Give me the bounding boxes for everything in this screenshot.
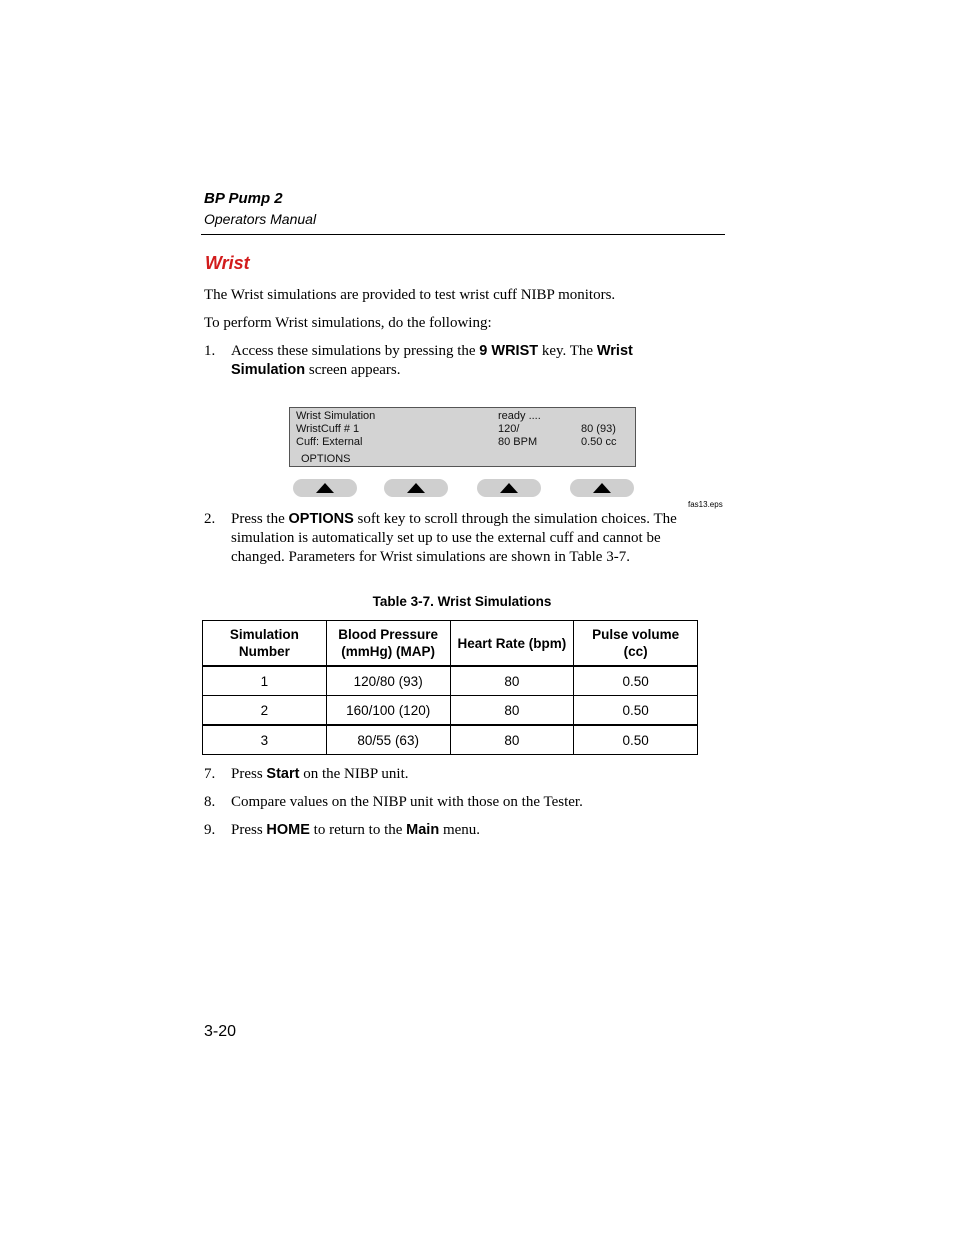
table-cell: 2 [203, 696, 327, 726]
softkey-4-button[interactable] [570, 479, 634, 497]
table-cell: 0.50 [574, 725, 698, 755]
column-header: Pulse volume (cc) [574, 621, 698, 667]
column-header: Simulation Number [203, 621, 327, 667]
wrist-simulations-table [202, 620, 698, 755]
table-cell: 160/100 (120) [326, 696, 450, 726]
lcd-cuff-number: WristCuff # 1 [296, 423, 360, 435]
manual-title: BP Pump 2 [204, 190, 283, 207]
lcd-pulse-volume: 0.50 cc [581, 436, 617, 448]
intro-paragraph: The Wrist simulations are provided to test wrist cuff NIBP monitors. [204, 287, 616, 303]
table-row [203, 725, 698, 755]
instructions-lead: To perform Wrist simulations, do the following: [204, 315, 492, 331]
menu-name: Main [406, 822, 440, 838]
table-cell: 1 [203, 666, 327, 696]
column-header: Blood Pressure (mmHg) (MAP) [326, 621, 450, 667]
lcd-status: ready .... [498, 410, 541, 422]
step-text: Access these simulations by pressing the 9 WRIST key. The Wrist Simulation screen appears. [231, 343, 633, 378]
table-caption: Table 3-7. Wrist Simulations [372, 594, 552, 609]
up-arrow-icon [500, 483, 518, 493]
up-arrow-icon [407, 483, 425, 493]
step-number: 9. [204, 822, 216, 838]
table-cell: 80 [450, 725, 574, 755]
lcd-options-label: OPTIONS [301, 453, 351, 465]
key-name: Start [266, 766, 300, 782]
softkey-1-button[interactable] [293, 479, 357, 497]
table-cell: 0.50 [574, 666, 698, 696]
lcd-screen [289, 407, 636, 467]
table-cell: 80 [450, 696, 574, 726]
softkey-3-button[interactable] [477, 479, 541, 497]
column-header: Heart Rate (bpm) [450, 621, 574, 667]
lcd-mode: Wrist Simulation [296, 410, 376, 422]
table-cell: 0.50 [574, 696, 698, 726]
lcd-cuff-type: Cuff: External [296, 436, 363, 448]
step-text: Compare values on the NIBP unit with those on the Tester. [231, 794, 583, 810]
figure-id: fas13.eps [688, 500, 723, 509]
key-name: HOME [266, 822, 310, 838]
key-name: 9 WRIST [479, 343, 539, 359]
step-text: Press HOME to return to the Main menu. [231, 822, 481, 838]
key-name: OPTIONS [288, 511, 354, 527]
table-row [203, 696, 698, 726]
screen-name: Wrist Simulation [231, 343, 633, 378]
manual-subtitle: Operators Manual [204, 211, 317, 227]
table-cell: 80 [450, 666, 574, 696]
up-arrow-icon [316, 483, 334, 493]
header-divider [201, 234, 725, 235]
lcd-heart-rate: 80 BPM [498, 436, 538, 448]
table-cell: 3 [203, 725, 327, 755]
table-header-row [203, 621, 698, 667]
softkey-2-button[interactable] [384, 479, 448, 497]
step-number: 7. [204, 766, 216, 782]
page-number: 3-20 [204, 1023, 237, 1040]
lcd-diastolic-map: 80 (93) [581, 423, 616, 435]
step-text: Press Start on the NIBP unit. [231, 766, 409, 782]
step-number: 1. [204, 343, 216, 359]
lcd-systolic: 120/ [498, 423, 520, 435]
table-cell: 120/80 (93) [326, 666, 450, 696]
up-arrow-icon [593, 483, 611, 493]
section-title: Wrist [205, 253, 250, 273]
table-row [203, 666, 698, 696]
step-number: 8. [204, 794, 216, 810]
step-text: Press the OPTIONS soft key to scroll through the simulation choices. The simulation is automatically set up to use the external cuff and cannot be changed. Parameters for Wrist simulations are shown in Table 3-7. [231, 511, 677, 565]
step-number: 2. [204, 511, 216, 527]
table-cell: 80/55 (63) [326, 725, 450, 755]
